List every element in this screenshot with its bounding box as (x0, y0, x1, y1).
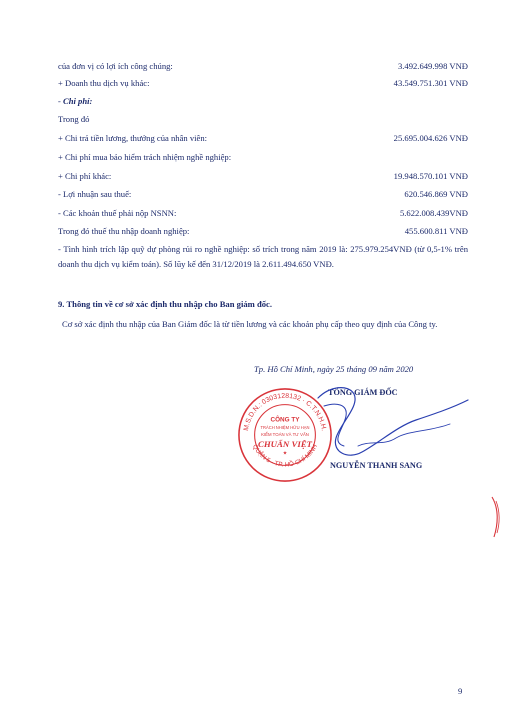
stamp-line-2: TRÁCH NHIỆM HỮU HẠN (260, 425, 310, 431)
row-label: - Các khoản thuế phải nộp NSNN: (58, 208, 177, 218)
stamp-bottom-text: QUẬN 5 - TP. HỒ CHÍ MINH (250, 443, 320, 469)
row-value: 19.948.570.101 VNĐ (393, 171, 468, 181)
place-date: Tp. Hồ Chí Minh, ngày 25 tháng 09 năm 2020 (254, 364, 414, 374)
row-label: + Chi trả tiền lương, thưởng của nhân viên: (58, 133, 208, 143)
row-value: 5.622.008.439VNĐ (399, 208, 468, 218)
row-label: + Doanh thu dịch vụ khác: (58, 78, 150, 88)
row-value: 43.549.751.301 VNĐ (393, 78, 468, 88)
row-value: 620.546.869 VNĐ (404, 189, 468, 199)
row-label: của đơn vị có lợi ích công chúng: (58, 61, 173, 71)
margin-ink-mark (488, 495, 502, 539)
stamp-outer-text: M.S.D.N.: 0303128132 · C.T.N.H.H. (242, 392, 328, 432)
signer-name: NGUYỄN THANH SANG (330, 461, 423, 470)
page-number: 9 (458, 686, 463, 696)
signature-stroke (358, 424, 450, 446)
signer-title: TỔNG GIÁM ĐỐC (328, 388, 398, 397)
stamp-line-1: CÔNG TY (270, 416, 300, 424)
risk-fund-paragraph: - Tình hình trích lập quỹ dự phòng rủi ro nghề nghiệp: số trích trong năm 2019 là: 275.979.254VNĐ (từ 0,5-1% trên doanh thu dịch vụ kiểm toán). Số lũy kế đến 31/12/2019 là 2.611.494.650 VNĐ. (58, 244, 468, 269)
row-label: Trong đó (58, 114, 90, 124)
row-label: Trong đó thuế thu nhập doanh nghiệp: (58, 226, 190, 236)
row-label: + Chi phí khác: (58, 171, 112, 181)
row-label: - Chi phí: (58, 96, 93, 106)
stamp-line-3: KIỂM TOÁN VÀ TƯ VẤN (261, 431, 309, 437)
row-value: 25.695.004.626 VNĐ (393, 133, 468, 143)
stamp-star-icon: ★ (282, 451, 288, 457)
row-label: - Lợi nhuận sau thuế: (58, 189, 132, 199)
stamp-line-4: CHUẨN VIỆT (257, 438, 313, 449)
section-paragraph: Cơ sở xác định thu nhập của Ban Giám đốc là từ tiền lương và các khoản phụ cấp theo quy định của Công ty. (62, 319, 438, 329)
section-heading: 9. Thông tin về cơ sở xác định thu nhập cho Ban giám đốc. (58, 299, 272, 309)
row-label: + Chi phí mua bảo hiểm trách nhiệm nghề nghiệp: (58, 152, 232, 162)
row-value: 3.492.649.998 VNĐ (397, 61, 468, 71)
row-value: 455.600.811 VNĐ (404, 226, 468, 236)
signature-stroke (318, 388, 468, 456)
